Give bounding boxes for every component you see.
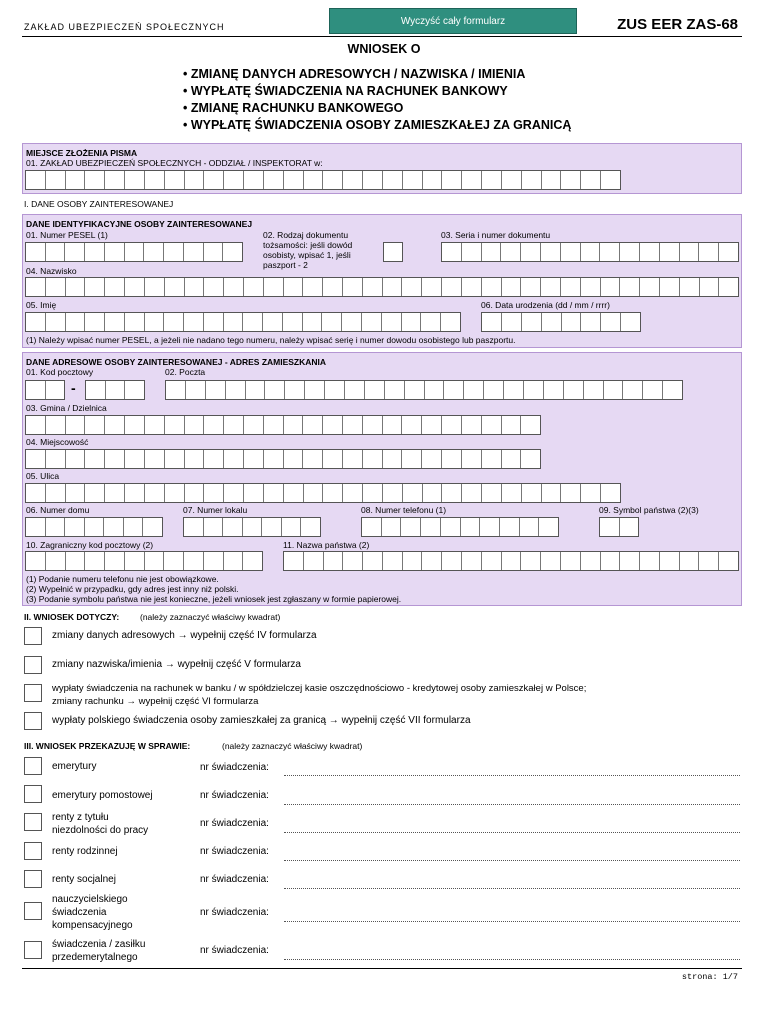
benefit-label: kompensacyjnego — [52, 920, 133, 931]
pesel-note: (1) Należy wpisać numer PESEL, a jeżeli nie nadano tego numeru, należy wpisać serię i numer dowodu osobistego lub paszportu. — [26, 335, 516, 345]
bank-payment-checkbox[interactable] — [24, 684, 42, 702]
benefit-label: nauczycielskiego — [52, 894, 128, 905]
pesel-input[interactable] — [25, 242, 243, 262]
locality-input[interactable] — [25, 449, 541, 469]
address-section-title: DANE ADRESOWE OSOBY ZAINTERESOWANEJ - ADRES ZAMIESZKANIA — [26, 357, 327, 367]
birth-date-input[interactable] — [481, 312, 641, 332]
address-note-1: (1) Podanie numeru telefonu nie jest obowiązkowe. — [26, 574, 219, 584]
section-i-title: I. DANE OSOBY ZAINTERESOWANEJ — [24, 199, 174, 209]
phone-label: 08. Numer telefonu (1) — [361, 505, 447, 515]
place-field-label: 01. ZAKŁAD UBEZPIECZEŃ SPOŁECZNYCH - ODDZIAŁ / INSPEKTORAT w: — [26, 158, 323, 168]
address-note-3: (3) Podanie symbolu państwa nie jest konieczne, jeżeli wniosek jest zgłaszany w formie papierowej. — [26, 594, 402, 604]
purpose-item: • WYPŁATĘ ŚWIADCZENIA OSOBY ZAMIESZKAŁEJ ZA GRANICĄ — [183, 117, 571, 134]
apartment-label: 07. Numer lokalu — [183, 505, 248, 515]
doc-type-label: 02. Rodzaj dokumentu — [263, 230, 349, 240]
option-label: zmiany rachunku → wypełnij część VI formularza — [52, 696, 259, 707]
benefit-label: renty rodzinnej — [52, 846, 118, 857]
country-code-input[interactable] — [599, 517, 639, 537]
country-code-label: 09. Symbol państwa (2)(3) — [599, 505, 699, 515]
purpose-item: • ZMIANĘ DANYCH ADRESOWYCH / NAZWISKA / IMIENIA — [183, 66, 571, 83]
page-indicator: strona: 1/7 — [681, 972, 738, 982]
abroad-payment-checkbox[interactable] — [24, 712, 42, 730]
first-name-label: 05. Imię — [26, 300, 57, 310]
benefit-number-label: nr świadczenia: — [200, 818, 269, 829]
form-title: WNIOSEK O — [347, 42, 421, 56]
post-office-input[interactable] — [165, 380, 683, 400]
surname-label: 04. Nazwisko — [26, 266, 77, 276]
zus-branch-input[interactable] — [25, 170, 621, 190]
address-note-2: (2) Wypełnić w przypadku, gdy adres jest inny niż polski. — [26, 584, 239, 594]
doc-type-hint: tożsamości: jeśli dowód — [263, 240, 353, 250]
house-number-input[interactable] — [25, 517, 163, 537]
form-code: ZUS EER ZAS-68 — [617, 16, 738, 33]
benefit-number-label: nr świadczenia: — [200, 790, 269, 801]
benefit-label: emerytury — [52, 761, 97, 772]
benefit-label: niezdolności do pracy — [52, 825, 149, 836]
postal-code-part2-input[interactable] — [85, 380, 145, 400]
apartment-input[interactable] — [183, 517, 321, 537]
benefit-label: przedemerytalnego — [52, 952, 138, 963]
doc-type-hint: paszport - 2 — [263, 260, 308, 270]
clear-form-button[interactable]: Wyczyść cały formularz — [329, 8, 577, 34]
country-name-input[interactable] — [283, 551, 739, 571]
street-input[interactable] — [25, 483, 621, 503]
benefit-number-field[interactable] — [284, 859, 740, 861]
country-name-label: 11. Nazwa państwa (2) — [283, 540, 370, 550]
foreign-postal-input[interactable] — [25, 551, 263, 571]
section-iii-hint: (należy zaznaczyć właściwy kwadrat) — [222, 741, 363, 751]
section-iii-title: III. WNIOSEK PRZEKAZUJĘ W SPRAWIE: — [24, 741, 191, 751]
first-name-input[interactable] — [25, 312, 461, 332]
purpose-item: • ZMIANĘ RACHUNKU BANKOWEGO — [183, 100, 571, 117]
pre-retirement-checkbox[interactable] — [24, 941, 42, 959]
postal-code-label: 01. Kod pocztowy — [26, 367, 94, 377]
place-section-title: MIEJSCE ZŁOŻENIA PISMA — [26, 148, 138, 158]
benefit-label: świadczenia — [52, 907, 107, 918]
address-change-checkbox[interactable] — [24, 627, 42, 645]
benefit-number-label: nr świadczenia: — [200, 874, 269, 885]
org-name: ZAKŁAD UBEZPIECZEŃ SPOŁECZNYCH — [24, 22, 225, 32]
commune-input[interactable] — [25, 415, 541, 435]
option-label: zmiany nazwiska/imienia → wypełnij część V formularza — [52, 659, 301, 670]
section-ii-title: II. WNIOSEK DOTYCZY: — [24, 612, 120, 622]
house-number-label: 06. Numer domu — [26, 505, 90, 515]
footer-divider — [22, 968, 742, 969]
pesel-label: 01. Numer PESEL (1) — [26, 230, 108, 240]
commune-label: 03. Gmina / Dzielnica — [26, 403, 107, 413]
post-office-label: 02. Poczta — [165, 367, 206, 377]
street-label: 05. Ulica — [26, 471, 60, 481]
phone-input[interactable] — [361, 517, 559, 537]
benefit-number-label: nr świadczenia: — [200, 945, 269, 956]
form-purpose-list — [183, 66, 571, 134]
place-panel — [22, 143, 742, 194]
option-label: wypłaty świadczenia na rachunek w banku / w spółdzielczej kasie oszczędnościowo - kredytowej osoby zamieszkałej w Polsce; — [52, 683, 587, 694]
doc-type-input[interactable] — [383, 242, 403, 262]
locality-label: 04. Miejscowość — [26, 437, 89, 447]
doc-number-label: 03. Seria i numer dokumentu — [441, 230, 551, 240]
identity-section-title: DANE IDENTYFIKACYJNE OSOBY ZAINTERESOWANEJ — [26, 219, 253, 229]
purpose-item: • WYPŁATĘ ŚWIADCZENIA NA RACHUNEK BANKOWY — [183, 83, 571, 100]
identity-panel — [22, 214, 742, 348]
benefit-number-label: nr świadczenia: — [200, 846, 269, 857]
benefit-number-field[interactable] — [284, 774, 740, 776]
doc-number-input[interactable] — [441, 242, 739, 262]
benefit-label: renty socjalnej — [52, 874, 116, 885]
name-change-checkbox[interactable] — [24, 656, 42, 674]
benefit-number-field[interactable] — [284, 887, 740, 889]
benefit-label: świadczenia / zasiłku — [52, 939, 146, 950]
birth-date-label: 06. Data urodzenia (dd / mm / rrrr) — [481, 300, 610, 310]
address-panel — [22, 352, 742, 606]
benefit-number-field[interactable] — [284, 803, 740, 805]
teacher-benefit-checkbox[interactable] — [24, 902, 42, 920]
benefit-label: emerytury pomostowej — [52, 790, 153, 801]
header-divider — [22, 36, 742, 37]
doc-type-hint: osobisty, wpisać 1, jeśli — [263, 250, 351, 260]
section-ii-hint: (należy zaznaczyć właściwy kwadrat) — [140, 612, 281, 622]
benefit-number-label: nr świadczenia: — [200, 762, 269, 773]
social-pension-checkbox[interactable] — [24, 870, 42, 888]
foreign-postal-label: 10. Zagraniczny kod pocztowy (2) — [26, 540, 154, 550]
option-label: zmiany danych adresowych → wypełnij część IV formularza — [52, 630, 317, 641]
retirement-checkbox[interactable] — [24, 757, 42, 775]
postal-code-part1-input[interactable] — [25, 380, 65, 400]
postal-code-dash: - — [71, 380, 76, 396]
survivor-pension-checkbox[interactable] — [24, 842, 42, 860]
benefit-number-field[interactable] — [284, 920, 740, 922]
benefit-number-label: nr świadczenia: — [200, 907, 269, 918]
benefit-number-field[interactable] — [284, 831, 740, 833]
disability-pension-checkbox[interactable] — [24, 813, 42, 831]
surname-input[interactable] — [25, 277, 739, 297]
option-label: wypłaty polskiego świadczenia osoby zamieszkałej za granicą → wypełnij część VII formularza — [52, 715, 471, 726]
bridge-pension-checkbox[interactable] — [24, 785, 42, 803]
benefit-label: renty z tytułu — [52, 812, 109, 823]
benefit-number-field[interactable] — [284, 958, 740, 960]
